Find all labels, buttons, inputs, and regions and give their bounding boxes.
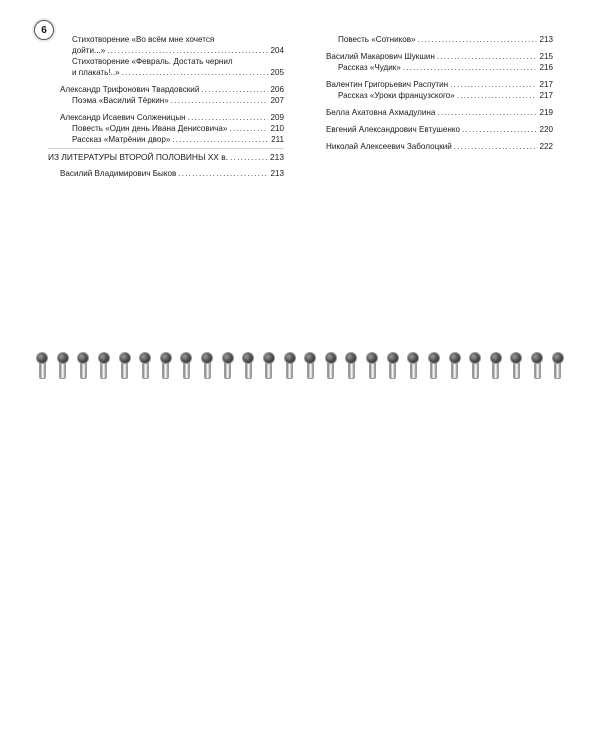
binding-hole — [36, 352, 48, 364]
binding-hole — [345, 352, 357, 364]
binding-ring — [489, 352, 501, 382]
toc-entry[interactable] — [48, 45, 284, 56]
binding-hole — [428, 352, 440, 364]
toc-page-number: 217 — [539, 80, 553, 89]
binding-hole — [366, 352, 378, 364]
toc-page-number: 204 — [270, 46, 284, 55]
dot-leader — [229, 123, 268, 134]
binding-hole — [284, 352, 296, 364]
toc-entry-title: Белла Ахатовна Ахмадулина — [326, 108, 436, 117]
binding-hole — [490, 352, 502, 364]
toc-entry-title: Повесть «Один день Ивана Денисовича» — [72, 124, 228, 133]
binding-ring — [406, 352, 418, 382]
binding-hole — [77, 352, 89, 364]
binding-ring — [97, 352, 109, 382]
binding-ring — [159, 352, 171, 382]
binding-ring — [200, 352, 212, 382]
toc-page-number: 217 — [539, 91, 553, 100]
toc-page-number: 215 — [539, 52, 553, 61]
toc-entry[interactable] — [48, 84, 284, 95]
binding-hole — [469, 352, 481, 364]
toc-entry-title: Повесть «Сотников» — [338, 35, 416, 44]
toc-page-number: 213 — [270, 169, 284, 178]
dot-leader — [437, 107, 537, 118]
toc-entry[interactable] — [326, 141, 553, 152]
binding-ring — [448, 352, 460, 382]
toc-entry[interactable] — [326, 90, 553, 101]
dot-leader — [230, 152, 268, 163]
toc-entry[interactable] — [48, 123, 284, 134]
binding-hole — [531, 352, 543, 364]
dot-leader — [201, 84, 268, 95]
binding-ring — [468, 352, 480, 382]
binding-hole — [325, 352, 337, 364]
toc-section-title: ИЗ ЛИТЕРАТУРЫ ВТОРОЙ ПОЛОВИНЫ XX в. — [48, 152, 229, 162]
binding-hole — [57, 352, 69, 364]
dot-leader — [462, 124, 538, 135]
dot-leader — [171, 95, 269, 106]
toc-entry-text: Стихотворение «Во всём мне хочется — [72, 35, 215, 44]
dot-leader — [418, 34, 538, 45]
dot-leader — [454, 141, 538, 152]
spiral-binding — [35, 352, 563, 382]
toc-page-number: 213 — [270, 152, 284, 162]
page-number: 6 — [41, 24, 47, 36]
toc-entry-title: Рассказ «Матрёнин двор» — [72, 135, 171, 144]
binding-hole — [222, 352, 234, 364]
dot-leader — [107, 45, 268, 56]
toc-page-number: 209 — [270, 113, 284, 122]
toc-entry-title: Евгений Александрович Евтушенко — [326, 125, 460, 134]
binding-hole — [449, 352, 461, 364]
toc-entry[interactable] — [48, 168, 284, 179]
toc-entry[interactable] — [326, 107, 553, 118]
dot-leader — [188, 112, 269, 123]
toc-page-number: 205 — [270, 68, 284, 77]
binding-ring — [118, 352, 130, 382]
binding-ring — [303, 352, 315, 382]
toc-entry[interactable] — [326, 51, 553, 62]
toc-section-heading[interactable] — [48, 152, 284, 163]
binding-hole — [242, 352, 254, 364]
binding-ring — [344, 352, 356, 382]
toc-left-column — [48, 34, 284, 179]
dot-leader — [437, 51, 538, 62]
toc-entry-title: Рассказ «Чудик» — [338, 63, 401, 72]
binding-hole — [387, 352, 399, 364]
toc-entry[interactable] — [326, 34, 553, 45]
toc-page-number: 222 — [539, 142, 553, 151]
binding-ring — [283, 352, 295, 382]
binding-ring — [179, 352, 191, 382]
binding-ring — [76, 352, 88, 382]
dot-leader — [403, 62, 538, 73]
toc-entry-title: Василий Макарович Шукшин — [326, 52, 435, 61]
toc-entry[interactable] — [48, 112, 284, 123]
binding-hole — [139, 352, 151, 364]
binding-hole — [263, 352, 275, 364]
toc-entry-title: и плакать!..» — [72, 68, 120, 77]
binding-hole — [552, 352, 564, 364]
binding-ring — [530, 352, 542, 382]
toc-entry[interactable] — [48, 134, 284, 145]
toc-entry[interactable] — [326, 79, 553, 90]
binding-ring — [509, 352, 521, 382]
toc-entry-title: Валентин Григорьевич Распутин — [326, 80, 449, 89]
dot-leader — [172, 134, 269, 145]
dot-leader — [122, 67, 269, 78]
binding-ring — [35, 352, 47, 382]
toc-page-number: 211 — [271, 135, 284, 144]
toc-entry[interactable] — [326, 124, 553, 135]
binding-ring — [221, 352, 233, 382]
binding-hole — [160, 352, 172, 364]
binding-ring — [324, 352, 336, 382]
binding-hole — [510, 352, 522, 364]
binding-hole — [98, 352, 110, 364]
toc-page-number: 210 — [270, 124, 284, 133]
toc-entry-title: Николай Алексеевич Заболоцкий — [326, 142, 452, 151]
toc-entry[interactable] — [48, 95, 284, 106]
dot-leader — [178, 168, 268, 179]
toc-entry-title: Александр Исаевич Солженицын — [60, 113, 186, 122]
divider — [48, 148, 284, 149]
binding-hole — [119, 352, 131, 364]
toc-page-number: 219 — [539, 108, 553, 117]
binding-hole — [201, 352, 213, 364]
toc-page-number: 206 — [270, 85, 284, 94]
binding-hole — [407, 352, 419, 364]
binding-hole — [304, 352, 316, 364]
toc-entry-title: Василий Владимирович Быков — [60, 169, 177, 178]
toc-entry-title: Александр Трифонович Твардовский — [60, 85, 200, 94]
toc-entry-title: Поэма «Василий Тёркин» — [72, 96, 169, 105]
toc-page-number: 213 — [539, 35, 553, 44]
binding-hole — [180, 352, 192, 364]
binding-ring — [56, 352, 68, 382]
toc-entry-text: Стихотворение «Февраль. Достать чернил — [72, 57, 233, 66]
toc-right-column — [326, 34, 553, 152]
binding-ring — [365, 352, 377, 382]
binding-ring — [241, 352, 253, 382]
binding-ring — [386, 352, 398, 382]
dot-leader — [450, 79, 537, 90]
toc-page-number: 220 — [539, 125, 553, 134]
toc-entry[interactable] — [48, 67, 284, 78]
binding-ring — [427, 352, 439, 382]
dot-leader — [457, 90, 538, 101]
toc-entry[interactable] — [326, 62, 553, 73]
toc-entry-title: Рассказ «Уроки французского» — [338, 91, 455, 100]
toc-page-number: 216 — [539, 63, 553, 72]
toc-entry-title: дойти...» — [72, 46, 106, 55]
binding-ring — [551, 352, 563, 382]
binding-ring — [262, 352, 274, 382]
binding-ring — [138, 352, 150, 382]
toc-page-number: 207 — [270, 96, 284, 105]
